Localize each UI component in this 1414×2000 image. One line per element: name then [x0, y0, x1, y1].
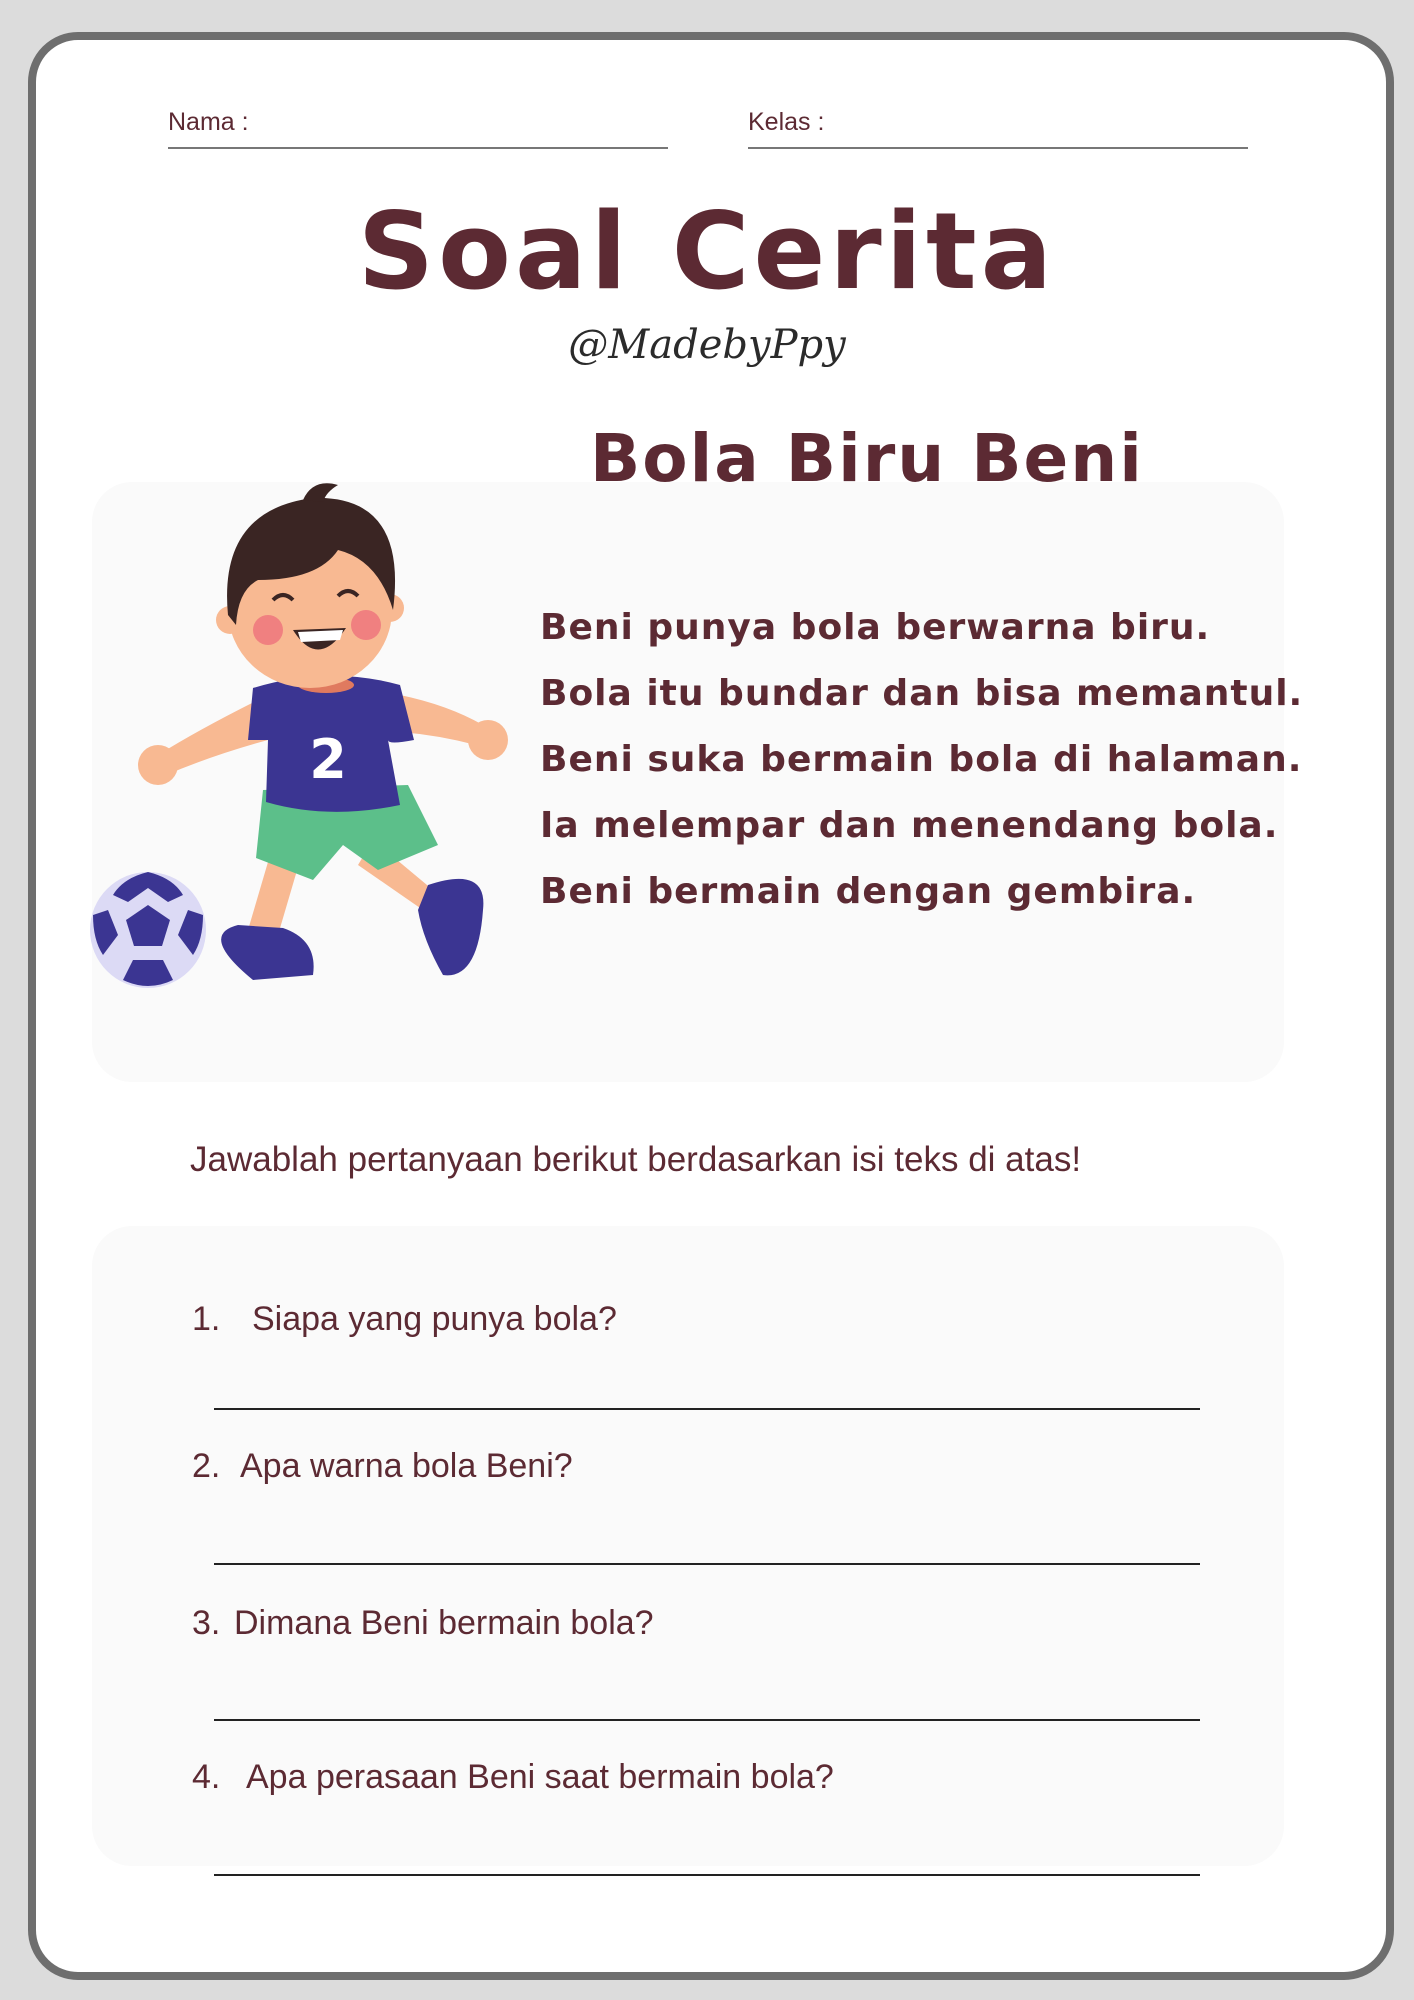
answer-line[interactable]	[214, 1408, 1200, 1410]
question-number: 2.	[192, 1447, 221, 1485]
question-text: Siapa yang punya bola?	[252, 1300, 617, 1338]
name-label: Nama :	[168, 108, 249, 136]
story-line: Bola itu bundar dan bisa memantul.	[540, 673, 1304, 714]
boy-playing-soccer-icon	[88, 440, 528, 1000]
class-label: Kelas :	[748, 108, 825, 136]
instruction-text: Jawablah pertanyaan berikut berdasarkan isi teks di atas!	[190, 1140, 1082, 1179]
question-number: 3.	[192, 1604, 221, 1642]
story-line: Ia melempar dan menendang bola.	[540, 805, 1279, 846]
question-text: Apa perasaan Beni saat bermain bola?	[246, 1758, 834, 1796]
svg-text:2: 2	[309, 728, 347, 791]
answer-line[interactable]	[214, 1874, 1200, 1876]
credit-signature: @MadebyPpy	[568, 322, 846, 368]
answer-line[interactable]	[214, 1563, 1200, 1565]
question-number: 4.	[192, 1758, 221, 1796]
story-title: Bola Biru Beni	[590, 420, 1144, 497]
question-text: Dimana Beni bermain bola?	[234, 1604, 654, 1642]
answer-line[interactable]	[214, 1719, 1200, 1721]
name-field[interactable]	[168, 147, 668, 149]
story-line: Beni suka bermain bola di halaman.	[540, 739, 1303, 780]
story-text	[540, 595, 1303, 925]
page-title: Soal Cerita	[357, 190, 1057, 313]
story-line: Beni punya bola berwarna biru.	[540, 607, 1211, 648]
class-field[interactable]	[748, 147, 1248, 149]
story-line: Beni bermain dengan gembira.	[540, 871, 1197, 912]
question-text: Apa warna bola Beni?	[240, 1447, 573, 1485]
question-number: 1.	[192, 1300, 221, 1338]
